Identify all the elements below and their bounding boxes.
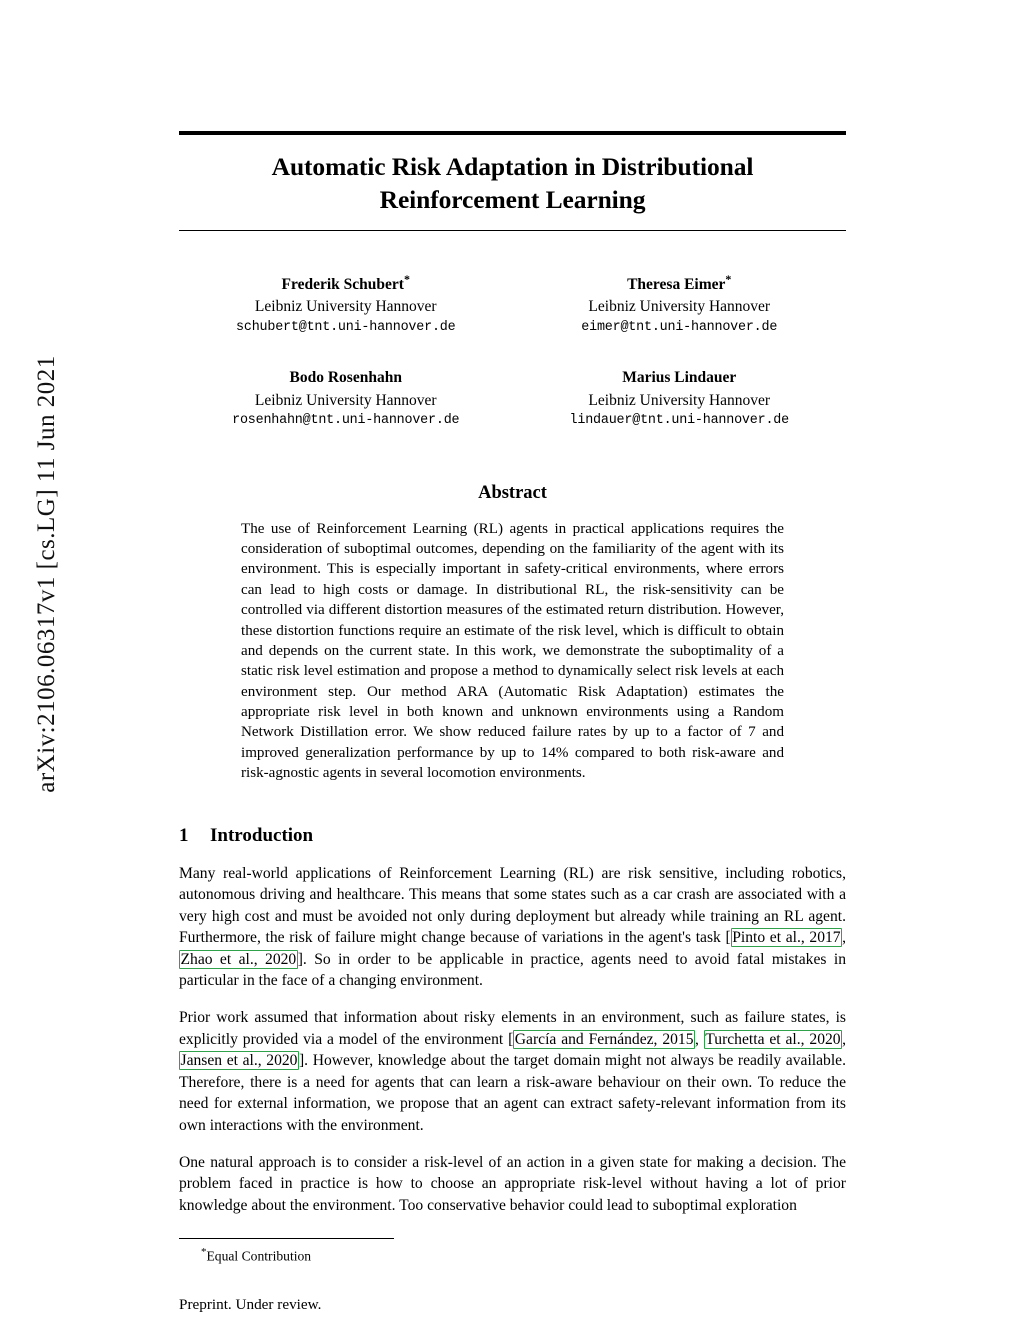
author-name	[513, 364, 847, 389]
paragraph-1-text-a: Many real-world applications of Reinforcement Learning (RL) are risk sensitive, including robotics, autonomous driving and healthcare. This means that some states such as a car crash are associated with a very high cost and must be avoided not only during deployment but already while training an RL agent. Furthermore, the risk of failure might change because of variations in the agent's task [	[179, 864, 846, 947]
author-email: eimer@tnt.uni-hannover.de	[581, 320, 778, 336]
author-affiliation: Leibniz University Hannover	[254, 298, 437, 316]
citation-link[interactable]: Turchetta et al., 2020	[705, 1030, 841, 1048]
author-name	[179, 364, 513, 389]
section-heading-introduction	[179, 825, 846, 847]
section-number: 1	[179, 824, 189, 846]
author-name-text: Frederik Schubert	[281, 276, 404, 294]
author-block	[179, 271, 846, 430]
citation-link[interactable]: Pinto et al., 2017	[732, 929, 841, 947]
title-bottom-rule	[179, 230, 846, 231]
paragraph-2-text-b: ]. However, knowledge about the target domain might not always be readily available. Therefore, there is a need for agents that can learn a risk-aware behaviour on their own. To reduce the need for external information, we propose that an agent can extract safety-relevant information from its own interactions with the environment.	[179, 1052, 846, 1134]
author-1	[513, 271, 847, 337]
author-email: schubert@tnt.uni-hannover.de	[236, 320, 456, 336]
paragraph-3: One natural approach is to consider a risk-level of an action in a given state for making a decision. The problem faced in practice is how to choose an appropriate risk-level without having a lot of prior knowledge about the environment. Too conservative behavior could lead to suboptimal exploration	[179, 1153, 846, 1214]
author-footnote-marker: *	[725, 272, 732, 287]
author-row	[179, 364, 846, 430]
citation-link[interactable]: García and Fernández, 2015	[514, 1030, 694, 1048]
author-footnote-marker: *	[403, 272, 410, 287]
author-email: lindauer@tnt.uni-hannover.de	[569, 413, 789, 429]
citation-separator: ,	[842, 1030, 847, 1048]
author-name-text: Theresa Eimer	[627, 276, 726, 294]
author-0	[179, 271, 513, 337]
author-row	[179, 271, 846, 337]
paper-page	[179, 0, 846, 1325]
paragraph-2	[179, 1007, 846, 1136]
footnote	[201, 1245, 846, 1265]
author-name-text: Marius Lindauer	[622, 369, 737, 387]
citation-link[interactable]: Jansen et al., 2020	[180, 1052, 298, 1070]
citation-separator: ,	[695, 1030, 704, 1048]
author-name	[513, 271, 847, 296]
author-3	[513, 364, 847, 430]
footnote-marker: *	[201, 1246, 207, 1259]
author-2	[179, 364, 513, 430]
author-affiliation: Leibniz University Hannover	[254, 391, 437, 409]
section-title: Introduction	[210, 824, 314, 846]
abstract-text: The use of Reinforcement Learning (RL) agents in practical applications requires the consideration of suboptimal outcomes, depending on the familiarity of the agent with its environment. This is especially important in safety-critical environments, where errors can lead to high costs or damage. In distributional RL, the risk-sensitivity can be controlled via different distortion measures of the estimated return distribution. However, these distortion functions require an estimate of the risk level, which is difficult to obtain and depends on the current state. In this work, we demonstrate the suboptimality of a static risk level estimation and propose a method to dynamically select risk levels at each environment step. Our method ARA (Automatic Risk Adaptation) estimates the appropriate risk level in both known and unknown environments using a Random Network Distillation error. We show reduced failure rates by up to a factor of 7 and improved generalization performance by up to 14% compared to both risk-aware and risk-agnostic agents in several locomotion environments.	[241, 520, 784, 782]
footnote-rule	[179, 1238, 394, 1239]
author-affiliation: Leibniz University Hannover	[588, 391, 771, 409]
paragraph-2-text-a: Prior work assumed that information about risky elements in an environment, such as failure states, is explicitly provided via a model of the environment [	[179, 1009, 846, 1048]
author-email: rosenhahn@tnt.uni-hannover.de	[232, 413, 460, 429]
abstract-heading: Abstract	[478, 482, 547, 503]
title-top-rule	[179, 131, 846, 135]
citation-link[interactable]: Zhao et al., 2020	[180, 950, 297, 968]
footnote-text: Equal Contribution	[206, 1248, 312, 1264]
author-affiliation: Leibniz University Hannover	[588, 298, 771, 316]
paragraph-1-text-b: ]. So in order to be applicable in practice, agents need to avoid fatal mistakes in particular in the face of a changing environment.	[179, 950, 846, 990]
author-name-text: Bodo Rosenhahn	[289, 369, 402, 387]
arxiv-stamp: arXiv:2106.06317v1 [cs.LG] 11 Jun 2021	[33, 355, 60, 793]
page-title: Automatic Risk Adaptation in Distributional Reinforcement Learning	[271, 152, 754, 214]
author-name	[179, 271, 513, 296]
citation-separator: ,	[842, 929, 846, 947]
paragraph-1	[179, 863, 846, 992]
preprint-note: Preprint. Under review.	[179, 1295, 322, 1313]
